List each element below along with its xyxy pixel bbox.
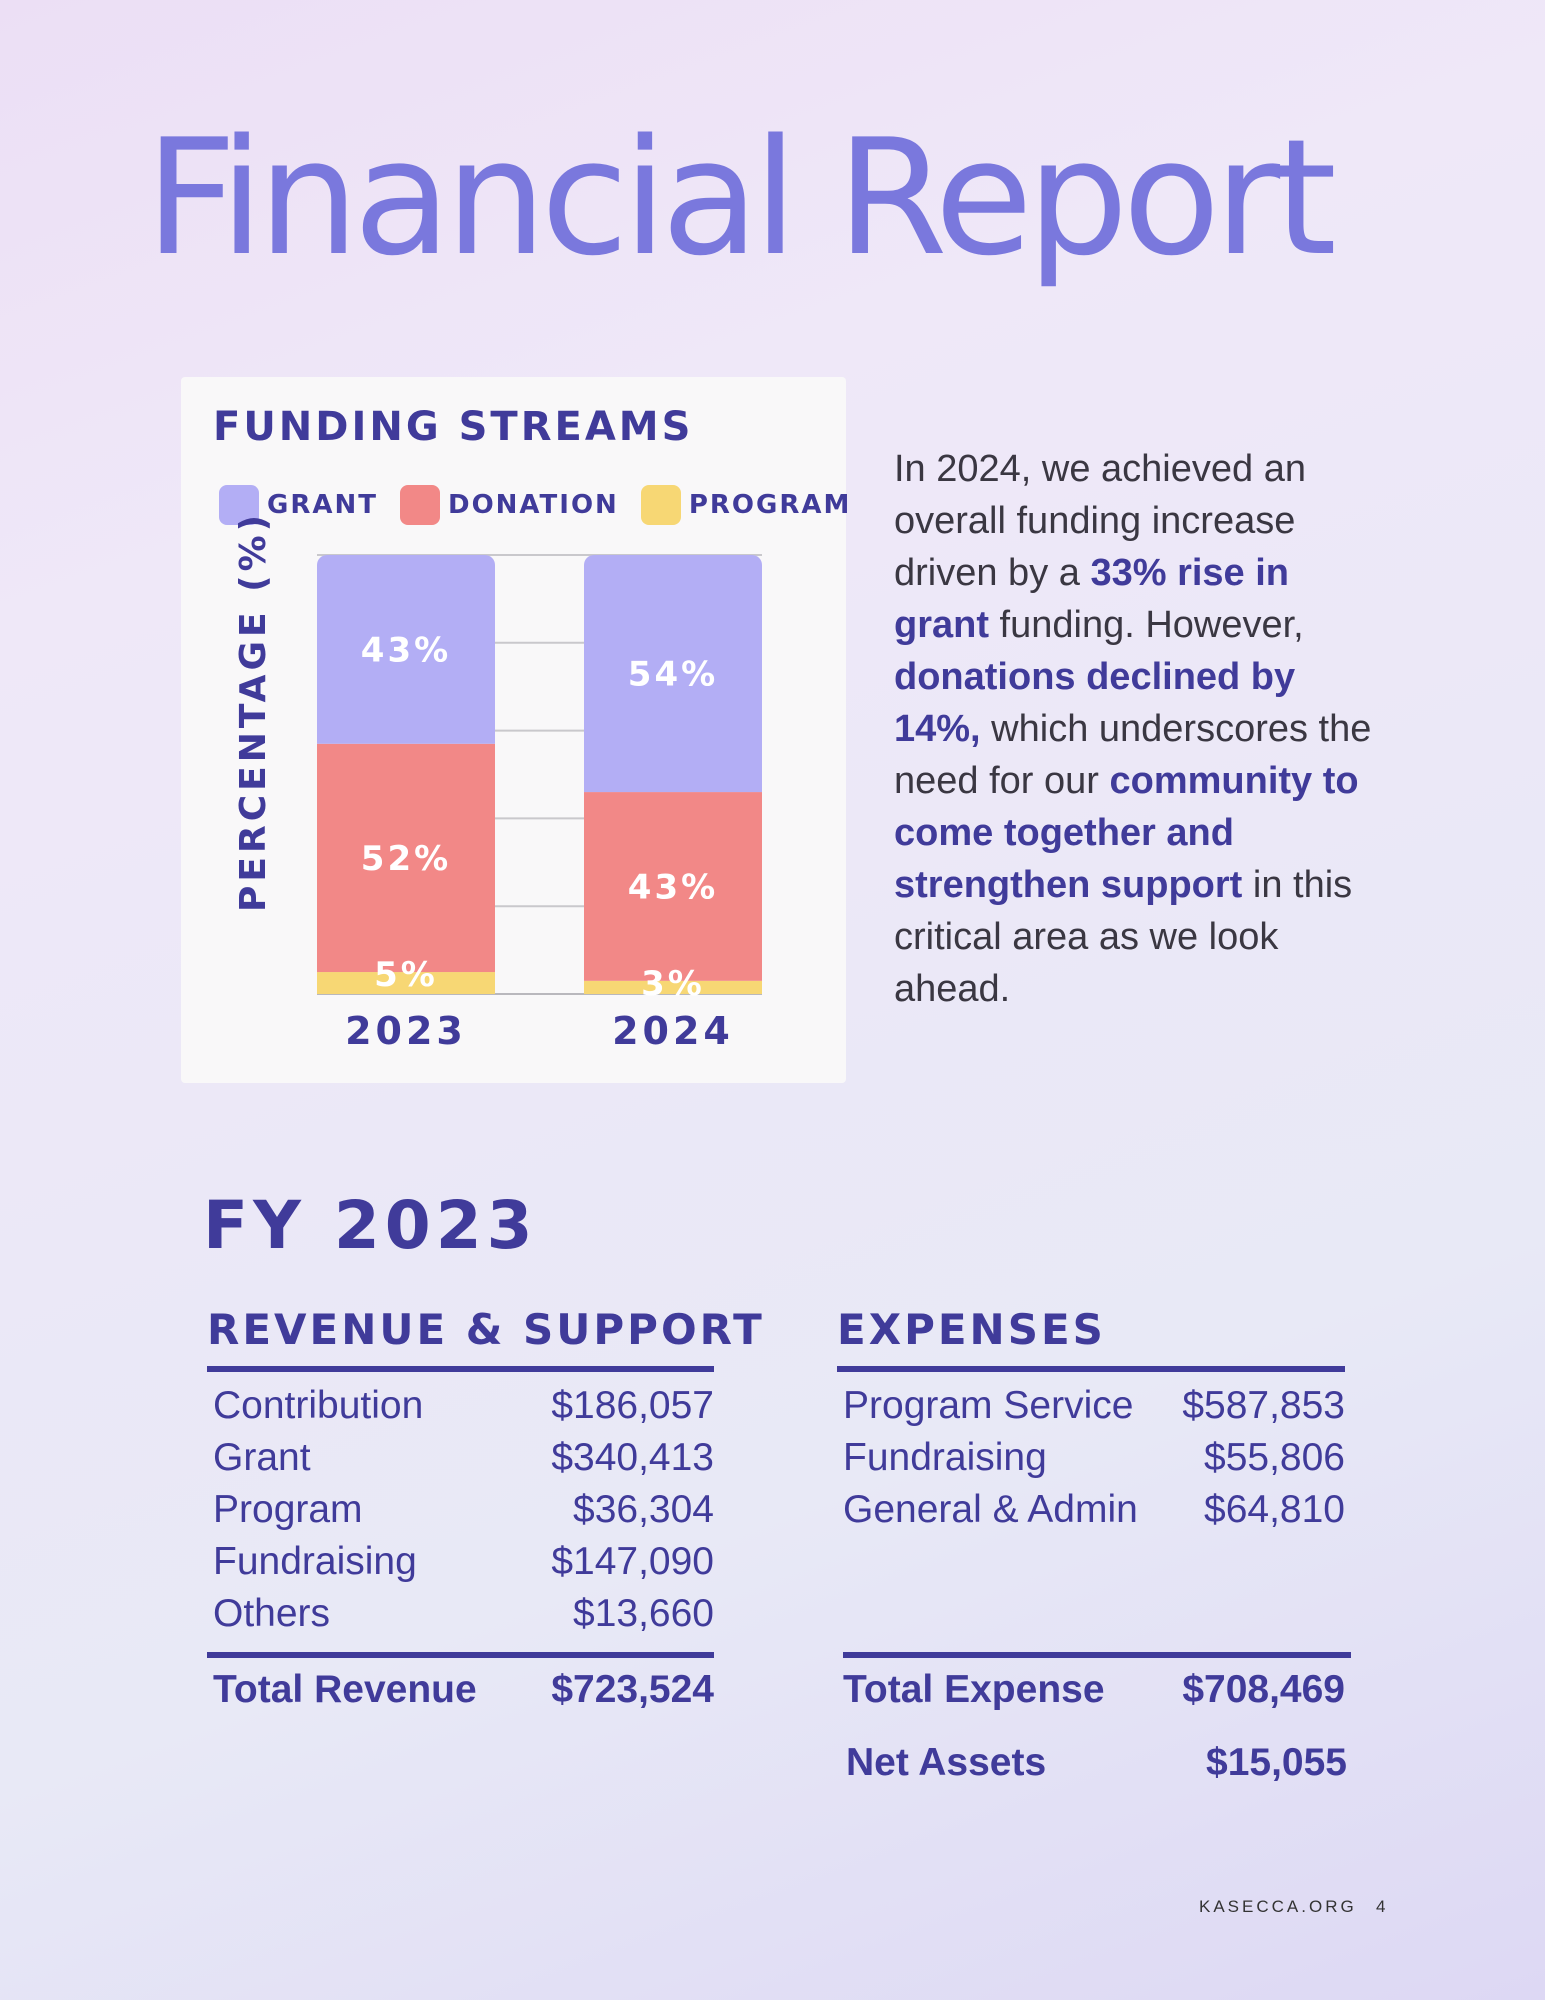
legend-label-program: PROGRAM xyxy=(688,490,852,520)
expense-row-label: Program Service xyxy=(843,1384,1134,1427)
revenue-row-label: Grant xyxy=(213,1436,311,1479)
narrative-text-3: which underscores the need for our xyxy=(894,708,1372,802)
page-title: Financial Report xyxy=(145,104,1331,291)
revenue-row-label: Fundraising xyxy=(213,1540,417,1583)
data-label-grant-2024: 54% xyxy=(627,654,719,695)
expense-row xyxy=(843,1436,1345,1480)
revenue-row-label: Program xyxy=(213,1488,363,1531)
bar-stack-2023 xyxy=(317,555,495,994)
revenue-row xyxy=(213,1540,714,1584)
revenue-row xyxy=(213,1488,714,1532)
bar-stack-2024 xyxy=(584,555,762,994)
narrative-highlight-donations: donations declined by 14%, xyxy=(894,656,1296,750)
expense-row-value: $55,806 xyxy=(1204,1436,1345,1479)
revenue-row-value: $147,090 xyxy=(551,1540,714,1583)
revenue-total-rule xyxy=(207,1652,714,1658)
y-axis-label: PERCENTAGE (%) xyxy=(233,510,274,912)
data-label-grant-2023: 43% xyxy=(360,630,452,671)
narrative-text-4: in this critical area as we look ahead. xyxy=(894,864,1353,1010)
revenue-row-label: Others xyxy=(213,1592,331,1635)
narrative-highlight-community: community to come together and strengthen support xyxy=(894,760,1359,906)
x-tick-label-2023: 2023 xyxy=(345,1009,467,1053)
footer-page-number: 4 xyxy=(1376,1897,1389,1916)
total-expense-label: Total Expense xyxy=(843,1668,1105,1711)
expense-row-value: $587,853 xyxy=(1182,1384,1345,1427)
stacked-bar-chart xyxy=(181,377,846,1083)
total-expense-value: $708,469 xyxy=(1182,1668,1345,1711)
data-label-donation-2024: 43% xyxy=(627,867,719,908)
narrative-text-2: funding. However, xyxy=(989,604,1304,646)
revenue-row-value: $13,660 xyxy=(573,1592,714,1635)
data-label-program-2023: 5% xyxy=(374,955,438,996)
x-tick-label-2024: 2024 xyxy=(612,1009,734,1053)
revenue-heading: REVENUE & SUPPORT xyxy=(207,1305,765,1354)
funding-narrative xyxy=(894,443,1384,1015)
expense-row-value: $64,810 xyxy=(1204,1488,1345,1531)
revenue-row xyxy=(213,1384,714,1428)
revenue-row xyxy=(213,1592,714,1636)
net-assets-label: Net Assets xyxy=(846,1741,1047,1784)
revenue-row-value: $36,304 xyxy=(573,1488,714,1531)
total-revenue-label: Total Revenue xyxy=(213,1668,477,1711)
legend-label-donation: DONATION xyxy=(447,490,619,520)
legend-label-grant: GRANT xyxy=(267,490,378,520)
total-expense-row xyxy=(843,1668,1345,1712)
data-label-program-2024: 3% xyxy=(641,963,705,1004)
expenses-heading-rule xyxy=(837,1366,1345,1372)
chart-title: FUNDING STREAMS xyxy=(213,404,694,450)
expense-row-label: General & Admin xyxy=(843,1488,1138,1531)
revenue-row xyxy=(213,1436,714,1480)
expense-row xyxy=(843,1488,1345,1532)
narrative-highlight-grant: 33% rise in grant xyxy=(894,552,1290,646)
total-revenue-value: $723,524 xyxy=(551,1668,714,1711)
revenue-heading-rule xyxy=(207,1366,714,1372)
net-assets-value: $15,055 xyxy=(1206,1741,1347,1784)
expense-row xyxy=(843,1384,1345,1428)
expenses-heading: EXPENSES xyxy=(837,1305,1106,1354)
revenue-row-value: $340,413 xyxy=(551,1436,714,1479)
fiscal-year-heading: FY 2023 xyxy=(203,1187,538,1264)
funding-streams-chart-card xyxy=(181,377,852,1083)
net-assets-row xyxy=(846,1741,1347,1785)
revenue-row-label: Contribution xyxy=(213,1384,424,1427)
expense-row-label: Fundraising xyxy=(843,1436,1047,1479)
narrative-text-1: In 2024, we achieved an overall funding increase driven by a xyxy=(894,448,1306,594)
footer-site: KASECCA.ORG xyxy=(1199,1897,1357,1916)
expenses-total-rule xyxy=(843,1652,1351,1658)
revenue-row-value: $186,057 xyxy=(551,1384,714,1427)
data-label-donation-2023: 52% xyxy=(360,838,452,879)
total-revenue-row xyxy=(213,1668,714,1712)
